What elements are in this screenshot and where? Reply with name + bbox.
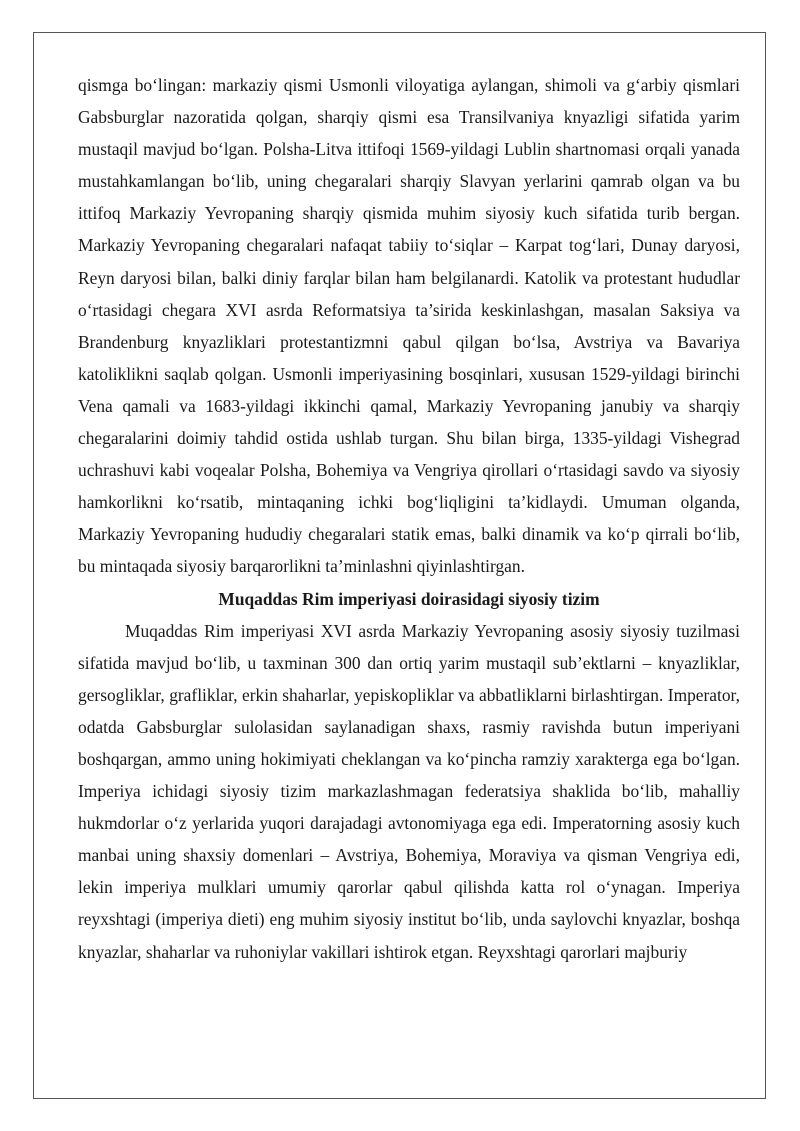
body-paragraph-continued: qismga bo‘lingan: markaziy qismi Usmonli viloyatiga aylangan, shimoli va g‘arbiy qismlari Gabsburglar nazoratida qolgan, sharqiy qismi esa Transilvaniya knyazligi sifatida yarim mustaqil mavjud bo‘lgan. Polsha-Litva ittifoqi 1569-yildagi Lublin shartnomasi orqali yanada mustahkamlangan bo‘lib, uning chegaralari sharqiy Slavyan yerlarini qamrab olgan va bu ittifoq Markaziy Yevropaning sharqiy qismida muhim siyosiy kuch sifatida turib bergan. Markaziy Yevropaning chegaralari nafaqat tabiiy to‘siqlar – Karpat tog‘lari, Dunay daryosi, Reyn daryosi bilan, balki diniy farqlar bilan ham belgilanardi. Katolik va protestant hududlar o‘rtasidagi chegara XVI asrda Reformatsiya ta’sirida keskinlashgan, masalan Saksiya va Brandenburg knyazliklari protestantizmni qabul qilgan bo‘lsa, Avstriya va Bavariya katoliklikni saqlab qolgan. Usmonli imperiyasining bosqinlari, xususan 1529-yildagi birinchi Vena qamali va 1683-yildagi ikkinchi qamal, Markaziy Yevropaning janubiy va sharqiy chegaralarini doimiy tahdid ostida ushlab turgan. Shu bilan birga, 1335-yildagi Vishegrad uchrashuvi kabi voqealar Polsha, Bohemiya va Vengriya qirollari o‘rtasidagi savdo va siyosiy hamkorlikni ko‘rsatib, mintaqaning ichki bog‘liqligini ta’kidlaydi. Umuman olganda, Markaziy Yevropaning hududiy chegaralari statik emas, balki dinamik va ko‘p qirrali bo‘lib, bu mintaqada siyosiy barqarorlikni ta’minlashni qiyinlashtirgan. xyxy=(78,75,740,577)
section-heading: Muqaddas Rim imperiyasi doirasidagi siyosiy tizim xyxy=(218,588,600,609)
document-body xyxy=(78,69,740,968)
body-paragraph: Muqaddas Rim imperiyasi XVI asrda Markaziy Yevropaning asosiy siyosiy tuzilmasi sifatida mavjud bo‘lib, u taxminan 300 dan ortiq yarim mustaqil sub’ektlarni – knyazliklar, gersogliklar, grafliklar, erkin shaharlar, yepiskopliklar va abbatliklarni birlashtirgan. Imperator, odatda Gabsburglar sulolasidan saylanadigan shaxs, rasmiy ravishda butun imperiyani boshqargan, ammo uning hokimiyati cheklangan va ko‘pincha ramziy xarakterga ega bo‘lgan. Imperiya ichidagi siyosiy tizim markazlashmagan federatsiya shaklida bo‘lib, mahalliy hukmdorlar o‘z yerlarida yuqori darajadagi avtonomiyaga ega edi. Imperatorning asosiy kuch manbai uning shaxsiy domenlari – Avstriya, Bohemiya, Moraviya va qisman Vengriya edi, lekin imperiya mulklari umumiy qarorlar qabul qilishda katta rol o‘ynagan. Imperiya reyxshtagi (imperiya dieti) eng muhim siyosiy institut bo‘lib, unda saylovchi knyazlar, boshqa knyazlar, shaharlar va ruhoniylar vakillari ishtirok etgan. Reyxshtagi qarorlari majburiy xyxy=(78,620,740,962)
